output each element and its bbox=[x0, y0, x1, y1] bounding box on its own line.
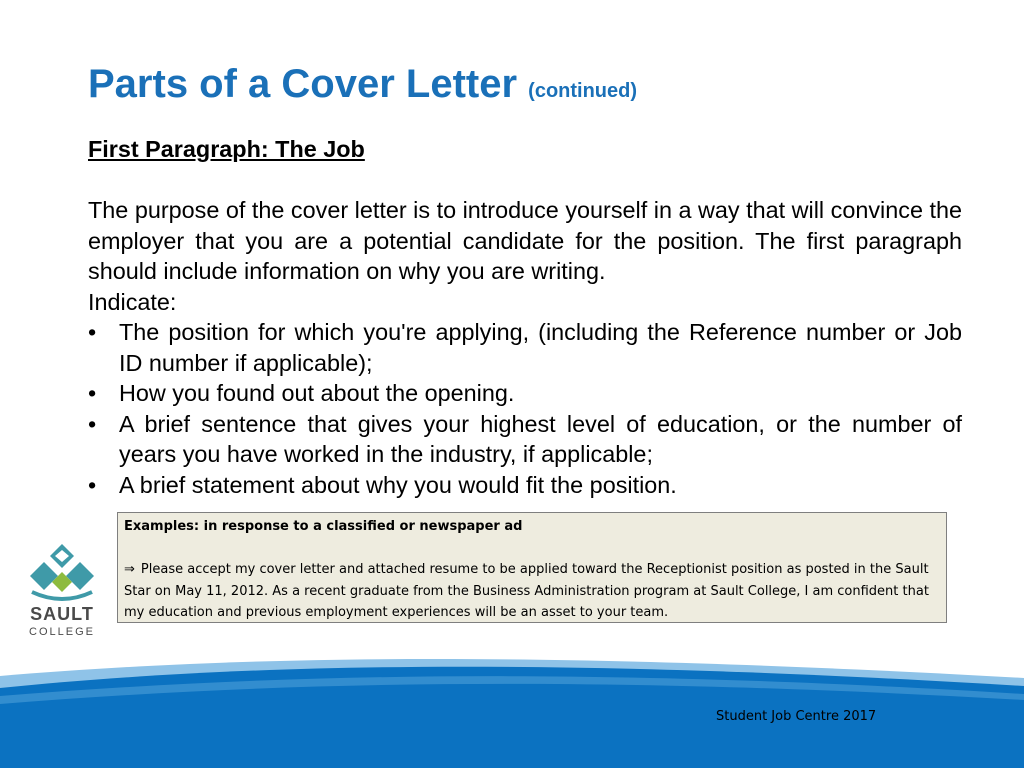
title-sub: (continued) bbox=[528, 80, 638, 102]
bullet-item bbox=[88, 409, 962, 470]
logo-text-college: COLLEGE bbox=[29, 626, 95, 638]
indicate-label: Indicate: bbox=[88, 288, 177, 315]
example-spacer bbox=[124, 538, 940, 560]
title-main: Parts of a Cover Letter bbox=[88, 62, 518, 106]
footer-wave bbox=[0, 648, 1024, 768]
bullet-text: A brief statement about why you would fit the position. bbox=[119, 471, 677, 498]
section-subheading: First Paragraph: The Job bbox=[88, 136, 365, 162]
slide-title bbox=[88, 60, 637, 115]
bullet-mark: • bbox=[88, 410, 97, 437]
bullet-text: The position for which you're applying, (including the Reference number or Job ID number if applicable); bbox=[119, 319, 962, 376]
bullet-list bbox=[88, 317, 962, 500]
bullet-mark: • bbox=[88, 471, 97, 498]
example-box bbox=[117, 512, 947, 623]
logo-emblem-icon bbox=[26, 542, 98, 604]
bullet-mark: • bbox=[88, 380, 97, 406]
sault-college-logo bbox=[26, 542, 98, 644]
bullet-text: A brief sentence that gives your highest level of education, or the number of years you have worked in the industry, if applicable; bbox=[119, 410, 962, 467]
bullet-item bbox=[88, 317, 962, 378]
footer-label: Student Job Centre 2017 bbox=[716, 709, 877, 724]
bullet-item bbox=[88, 378, 962, 409]
bullet-text: How you found out about the opening. bbox=[119, 380, 515, 406]
example-text-block bbox=[124, 559, 940, 624]
intro-paragraph: The purpose of the cover letter is to introduce yourself in a way that will convince the employer that you are a potential candidate for the position. The first paragraph should include information on why you are writing. bbox=[88, 197, 962, 284]
bullet-item bbox=[88, 470, 962, 501]
slide-content bbox=[88, 134, 962, 500]
example-heading: Examples: in response to a classified or newspaper ad bbox=[124, 519, 523, 534]
right-arrow-icon: ⇒ bbox=[124, 562, 135, 577]
example-text: Please accept my cover letter and attached resume to be applied toward the Receptionist position as posted in the Sault Star on May 11, 2012. As a recent graduate from the Business Administration program at Sault College, I am confident that my education and previous employment experiences will be an asset to your team. bbox=[124, 562, 929, 620]
logo-text-sault: SAULT bbox=[30, 604, 94, 624]
bullet-mark: • bbox=[88, 319, 97, 345]
